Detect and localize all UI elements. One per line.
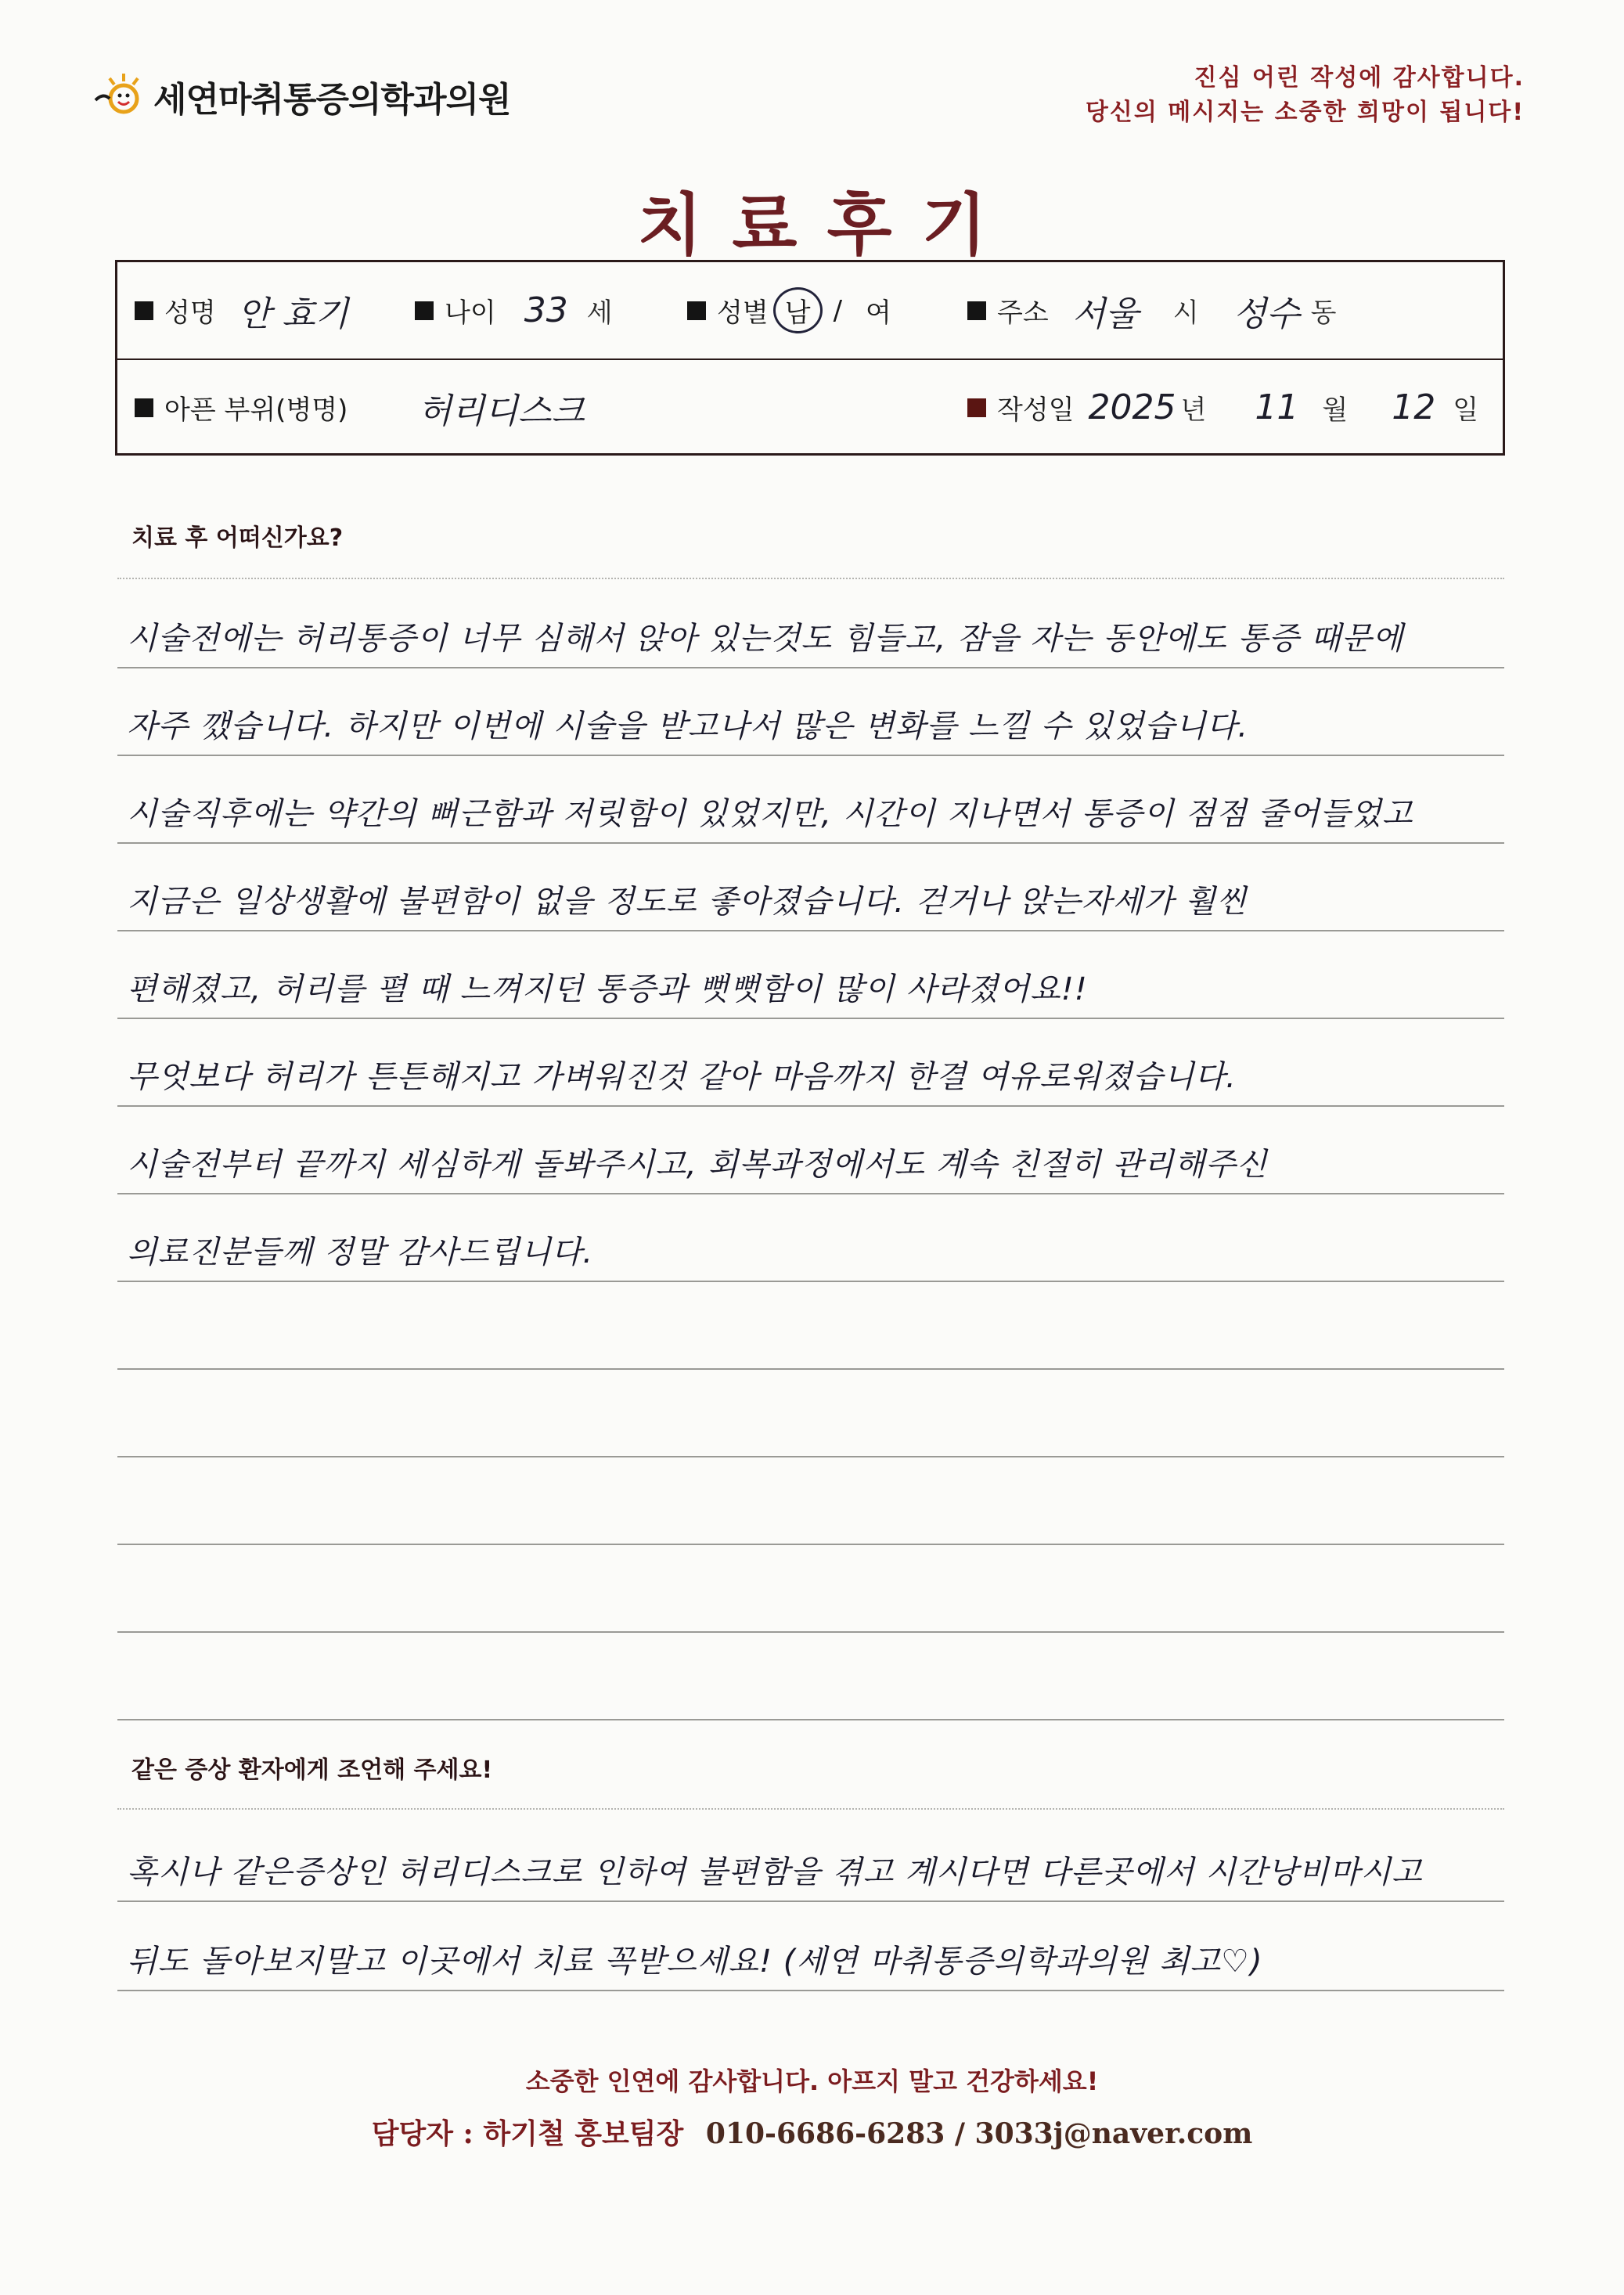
bullet-square-icon <box>135 398 153 417</box>
gender-female[interactable]: 여 <box>866 297 891 329</box>
smile-sun-icon <box>92 69 147 124</box>
patient-info-box <box>115 260 1505 456</box>
ruled-line <box>117 1900 1504 1902</box>
pain-area-field[interactable] <box>135 359 585 456</box>
answer-line: 편해졌고, 허리를 펼 때 느껴지던 통증과 뻣뻣함이 많이 사라졌어요!! <box>127 971 1088 1007</box>
day-value: 12 <box>1392 387 1436 427</box>
ruled-line <box>117 1719 1504 1720</box>
greeting-block <box>1086 61 1525 130</box>
advice-line: 뒤도 돌아보지말고 이곳에서 치료 꼭받으세요! (세연 마취통증의학과의원 최고♡) <box>127 1944 1263 1980</box>
ruled-line <box>117 1631 1504 1633</box>
date-field[interactable] <box>967 359 1478 456</box>
contact-label: 담당자 : 하기철 홍보팀장 <box>371 2117 684 2150</box>
age-unit: 세 <box>586 297 613 329</box>
age-field[interactable] <box>415 262 613 358</box>
advice-line: 혹시나 같은증상인 허리디스크로 인하여 불편함을 겪고 계시다면 다른곳에서 시간낭비마시고 <box>127 1854 1423 1890</box>
name-value: 안 효기 <box>237 294 349 334</box>
answer-line: 지금은 일상생활에 불편함이 없을 정도로 좋아졌습니다. 걷거나 앉는자세가 훨씬 <box>127 884 1248 920</box>
answer-line: 의료진분들께 정말 감사드립니다. <box>127 1234 594 1270</box>
ruled-line <box>117 930 1504 931</box>
bullet-square-icon <box>967 301 986 320</box>
contact-value[interactable]: 010-6686-6283 / 3033j@naver.com <box>705 2117 1253 2150</box>
clinic-logo <box>92 61 511 132</box>
address-city-value: 서울 <box>1071 294 1139 334</box>
bullet-square-icon <box>687 301 706 320</box>
ruled-line <box>117 842 1504 844</box>
name-field[interactable] <box>135 262 348 358</box>
ruled-line <box>117 1105 1504 1107</box>
answer-line: 시술직후에는 약간의 뻐근함과 저릿함이 있었지만, 시간이 지나면서 통증이 점점 줄어들었고 <box>127 796 1413 832</box>
ruled-line <box>117 667 1504 668</box>
month-unit: 월 <box>1322 395 1349 426</box>
year-unit: 년 <box>1180 395 1207 426</box>
date-label: 작성일 <box>997 395 1075 426</box>
ruled-line <box>117 1544 1504 1545</box>
question-advice: 같은 증상 환자에게 조언해 주세요! <box>131 1756 493 1784</box>
clinic-name: 세연마취통증의학과의원 <box>153 80 511 120</box>
ruled-line <box>117 1456 1504 1457</box>
pain-area-label: 아픈 부위(병명) <box>164 395 348 426</box>
month-value: 11 <box>1255 387 1299 427</box>
age-label: 나이 <box>445 297 496 329</box>
bullet-square-icon <box>135 301 153 320</box>
bullet-square-icon <box>415 301 434 320</box>
footer-contact <box>0 2112 1624 2152</box>
ruled-line <box>117 1808 1504 1810</box>
address-label: 주소 <box>997 297 1049 329</box>
address-dong-unit: 동 <box>1310 297 1337 329</box>
bullet-square-icon <box>967 398 986 417</box>
ruled-line <box>117 1990 1504 1991</box>
address-field[interactable] <box>967 262 1336 358</box>
gender-label: 성별 <box>717 297 769 329</box>
ruled-line <box>117 1193 1504 1194</box>
gender-separator: / <box>833 294 843 326</box>
answer-line: 자주 깼습니다. 하지만 이번에 시술을 받고나서 많은 변화를 느낄 수 있었습니다. <box>127 708 1249 744</box>
gender-field[interactable] <box>687 262 891 358</box>
pain-area-value: 허리디스크 <box>418 391 585 431</box>
age-value: 33 <box>524 290 568 330</box>
answer-line: 무엇보다 허리가 튼튼해지고 가벼워진것 같아 마음까지 한결 여유로워졌습니다. <box>127 1059 1237 1095</box>
address-dong-value: 성수 <box>1233 294 1300 334</box>
ruled-line <box>117 578 1504 579</box>
greeting-line-1: 진심 어린 작성에 감사합니다. <box>1194 64 1525 92</box>
ruled-line <box>117 755 1504 756</box>
day-unit: 일 <box>1453 395 1479 426</box>
address-city-unit: 시 <box>1172 297 1199 329</box>
footer-thanks: 소중한 인연에 감사합니다. 아프지 말고 건강하세요! <box>525 2066 1099 2096</box>
ruled-line <box>117 1281 1504 1282</box>
answer-line: 시술전에는 허리통증이 너무 심해서 앉아 있는것도 힘들고, 잠을 자는 동안에도 통증 때문에 <box>127 621 1404 657</box>
info-row-detail <box>117 359 1503 456</box>
year-value: 2025 <box>1088 387 1176 427</box>
name-label: 성명 <box>164 297 216 329</box>
answer-line: 시술전부터 끝까지 세심하게 돌봐주시고, 회복과정에서도 계속 친절히 관리해주신 <box>127 1147 1268 1183</box>
gender-male-selected[interactable]: 남 <box>773 287 823 333</box>
ruled-line <box>117 1368 1504 1370</box>
question-after-treatment: 치료 후 어떠신가요? <box>131 524 344 552</box>
info-row-basic <box>117 262 1503 360</box>
ruled-line <box>117 1018 1504 1019</box>
greeting-line-2: 당신의 메시지는 소중한 희망이 됩니다! <box>1085 99 1525 126</box>
page-title: 치료후기 <box>637 186 1017 265</box>
